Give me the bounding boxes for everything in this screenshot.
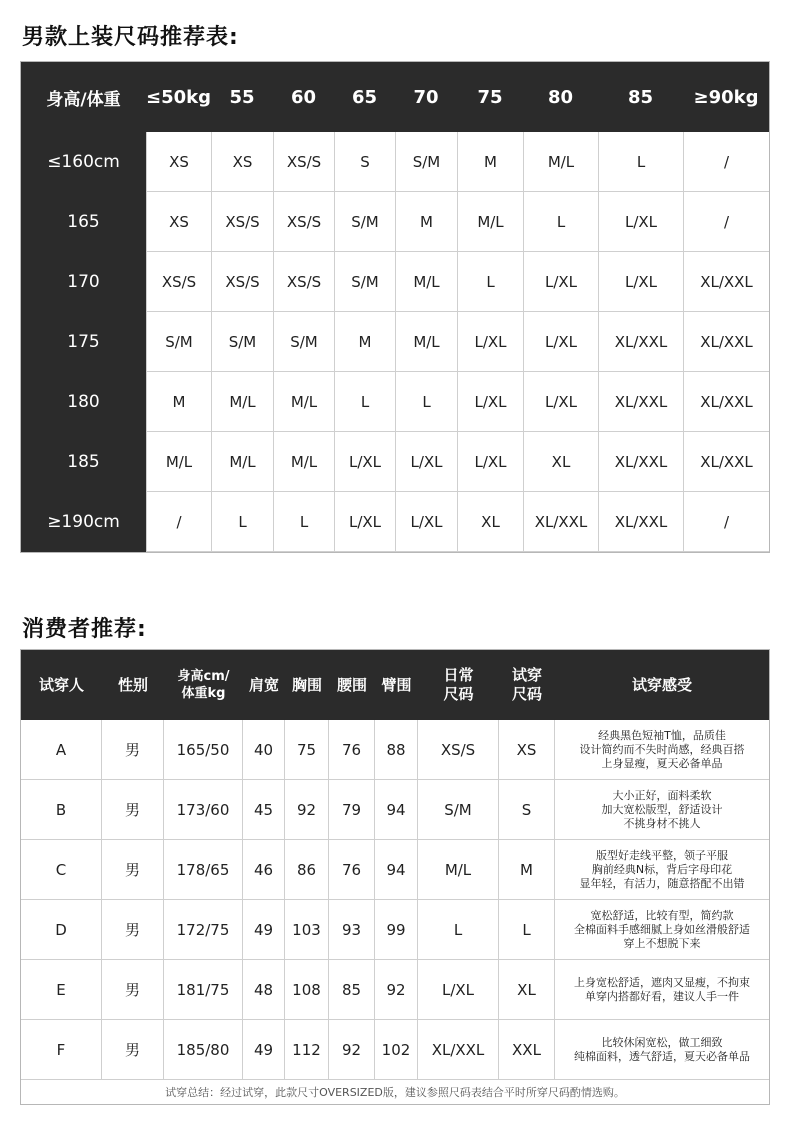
arm-cell: 99: [375, 900, 418, 960]
gender-cell: 男: [102, 960, 164, 1020]
daily-size-cell: M/L: [418, 840, 499, 900]
chest-cell: 112: [285, 1020, 329, 1080]
header-line: 试穿人: [38, 675, 84, 694]
waist-cell: 93: [329, 900, 375, 960]
tried-size-cell: S: [499, 780, 555, 840]
size-chart-height-label: 170: [21, 252, 146, 312]
size-chart-size-cell: XS/S: [211, 192, 273, 252]
feedback-line: 宽松舒适，比较有型，简约款: [590, 908, 734, 922]
tester-cell: C: [21, 840, 102, 900]
gender-cell: 男: [102, 1020, 164, 1080]
feedback-line: 比较休闲宽松，做工细致: [601, 1035, 723, 1049]
feedback-line: 纯棉面料，透气舒适，夏天必备单品: [574, 1049, 750, 1063]
size-chart-size-cell: M/L: [273, 372, 334, 432]
waist-cell: 85: [329, 960, 375, 1020]
gender-cell: 男: [102, 720, 164, 780]
header-line: 臂围: [381, 675, 412, 694]
height-weight-cell: 165/50: [164, 720, 243, 780]
size-chart-title: 男款上装尺码推荐表:: [22, 25, 239, 50]
arm-cell: 102: [375, 1020, 418, 1080]
height-weight-cell: 178/65: [164, 840, 243, 900]
size-chart-size-cell: M/L: [211, 432, 273, 492]
size-chart-size-cell: L: [457, 252, 523, 312]
size-chart-size-cell: L: [211, 492, 273, 552]
size-chart-size-cell: XS: [146, 192, 211, 252]
size-chart-size-cell: S/M: [334, 192, 395, 252]
size-chart-size-cell: XL: [457, 492, 523, 552]
feedback-line: 穿上不想脱下来: [623, 936, 701, 950]
recommendation-row: [21, 1020, 769, 1080]
size-chart-size-cell: M: [395, 192, 457, 252]
size-chart-weight-header: 80: [547, 86, 574, 108]
size-chart-size-cell: XL/XXL: [683, 252, 769, 312]
size-chart-row: [21, 492, 769, 552]
size-chart-size-cell: L/XL: [334, 432, 395, 492]
size-chart-row: [21, 432, 769, 492]
feedback-cell: [555, 840, 769, 900]
size-chart-row: [21, 252, 769, 312]
feedback-line: 全棉面料手感细腻上身如丝滑般舒适: [574, 922, 750, 936]
size-chart-size-cell: L/XL: [457, 432, 523, 492]
recommendations-column-header: [418, 650, 499, 720]
shoulder-cell: 40: [243, 720, 285, 780]
feedback-cell: [555, 960, 769, 1020]
header-line: 肩宽: [248, 675, 279, 694]
gender-cell: 男: [102, 840, 164, 900]
size-chart-weight-header: 85: [627, 86, 654, 108]
size-chart-row: [21, 132, 769, 192]
chest-cell: 103: [285, 900, 329, 960]
size-chart-weight-header: ≥90kg: [693, 86, 759, 108]
waist-cell: 76: [329, 840, 375, 900]
daily-size-cell: XS/S: [418, 720, 499, 780]
arm-cell: 88: [375, 720, 418, 780]
recommendations-column-header: [375, 650, 418, 720]
consumer-recommendations-table: [20, 649, 770, 1105]
size-chart-height-label: ≥190cm: [21, 492, 146, 552]
tester-cell: A: [21, 720, 102, 780]
feedback-line: 大小正好，面料柔软: [612, 788, 712, 802]
size-chart-size-cell: /: [683, 192, 769, 252]
feedback-line: 加大宽松版型，舒适设计: [601, 802, 723, 816]
recommendations-column-header: [329, 650, 375, 720]
feedback-line: 经典黑色短袖T恤，品质佳: [598, 728, 726, 742]
size-chart-size-cell: XL/XXL: [598, 492, 683, 552]
size-chart-size-cell: L/XL: [395, 492, 457, 552]
size-chart-size-cell: S/M: [273, 312, 334, 372]
recommendations-title: 消费者推荐:: [22, 617, 147, 642]
recommendations-column-header: [102, 650, 164, 720]
height-weight-cell: 185/80: [164, 1020, 243, 1080]
chest-cell: 86: [285, 840, 329, 900]
size-chart-corner-label: 身高/体重: [46, 89, 121, 110]
feedback-cell: [555, 1020, 769, 1080]
size-chart-size-cell: L: [334, 372, 395, 432]
chest-cell: 75: [285, 720, 329, 780]
size-chart-size-cell: L: [523, 192, 598, 252]
height-weight-cell: 181/75: [164, 960, 243, 1020]
arm-cell: 94: [375, 780, 418, 840]
header-line: 日常: [443, 666, 474, 684]
size-chart-size-cell: XS/S: [273, 132, 334, 192]
recommendations-header-row: [21, 650, 769, 720]
size-chart-size-cell: XL/XXL: [683, 312, 769, 372]
chest-cell: 92: [285, 780, 329, 840]
recommendations-column-header: [243, 650, 285, 720]
tester-cell: B: [21, 780, 102, 840]
size-chart-size-cell: M/L: [273, 432, 334, 492]
feedback-line: 单穿内搭都好看，建议人手一件: [585, 989, 739, 1003]
tester-cell: F: [21, 1020, 102, 1080]
feedback-line: 不挑身材不挑人: [623, 816, 701, 830]
size-chart-size-cell: M: [457, 132, 523, 192]
header-line: 胸围: [291, 675, 322, 694]
feedback-cell: [555, 720, 769, 780]
size-chart-size-cell: XL/XXL: [683, 432, 769, 492]
recommendations-column-header: [164, 650, 243, 720]
arm-cell: 94: [375, 840, 418, 900]
size-chart-size-cell: XL/XXL: [598, 312, 683, 372]
gender-cell: 男: [102, 780, 164, 840]
height-weight-cell: 173/60: [164, 780, 243, 840]
gender-cell: 男: [102, 900, 164, 960]
size-chart-size-cell: S/M: [334, 252, 395, 312]
size-chart-size-cell: XS/S: [146, 252, 211, 312]
shoulder-cell: 46: [243, 840, 285, 900]
size-chart-height-label: 165: [21, 192, 146, 252]
size-chart-weight-header: 60: [290, 86, 317, 108]
feedback-line: 版型好走线平整，领子平服: [596, 848, 728, 862]
daily-size-cell: L: [418, 900, 499, 960]
header-line: 腰围: [336, 675, 367, 694]
size-chart-size-cell: XL/XXL: [683, 372, 769, 432]
size-chart-header-row: [21, 62, 769, 132]
size-chart-size-cell: M: [334, 312, 395, 372]
size-chart-height-label: ≤160cm: [21, 132, 146, 192]
size-chart-size-cell: S/M: [395, 132, 457, 192]
size-chart-size-cell: S/M: [146, 312, 211, 372]
size-chart-size-cell: L/XL: [395, 432, 457, 492]
size-chart-size-cell: M/L: [395, 312, 457, 372]
size-chart-size-cell: M/L: [457, 192, 523, 252]
size-chart-table: [20, 61, 770, 553]
tried-size-cell: M: [499, 840, 555, 900]
header-line: 试穿感受: [631, 675, 692, 694]
waist-cell: 79: [329, 780, 375, 840]
size-chart-weight-header: 70: [413, 86, 439, 108]
size-chart-size-cell: /: [146, 492, 211, 552]
shoulder-cell: 48: [243, 960, 285, 1020]
size-chart-size-cell: XL/XXL: [598, 372, 683, 432]
size-chart-size-cell: XS: [211, 132, 273, 192]
feedback-line: 显年轻，有活力，随意搭配不出错: [579, 876, 745, 890]
recommendation-row: [21, 840, 769, 900]
size-chart-row: [21, 192, 769, 252]
size-chart-size-cell: S: [334, 132, 395, 192]
feedback-line: 上身宽松舒适，遮肉又显瘦，不拘束: [574, 975, 750, 989]
tried-size-cell: XL: [499, 960, 555, 1020]
header-line: 性别: [117, 675, 148, 694]
waist-cell: 76: [329, 720, 375, 780]
daily-size-cell: S/M: [418, 780, 499, 840]
size-chart-size-cell: S/M: [211, 312, 273, 372]
size-chart-height-label: 180: [21, 372, 146, 432]
size-chart-size-cell: XS/S: [273, 252, 334, 312]
height-weight-cell: 172/75: [164, 900, 243, 960]
recommendation-row: [21, 720, 769, 780]
size-chart-weight-header: 65: [351, 86, 378, 108]
size-chart-size-cell: XS/S: [273, 192, 334, 252]
size-chart-size-cell: L/XL: [457, 312, 523, 372]
recommendations-column-header: [499, 650, 555, 720]
arm-cell: 92: [375, 960, 418, 1020]
header-line: 体重kg: [181, 686, 226, 701]
size-chart-size-cell: M/L: [211, 372, 273, 432]
feedback-cell: [555, 780, 769, 840]
size-chart-size-cell: M/L: [523, 132, 598, 192]
size-chart-size-cell: /: [683, 132, 769, 192]
size-chart-height-label: 175: [21, 312, 146, 372]
tried-size-cell: L: [499, 900, 555, 960]
size-chart-size-cell: L: [598, 132, 683, 192]
recommendations-column-header: [21, 650, 102, 720]
size-chart-height-label: 185: [21, 432, 146, 492]
size-chart-size-cell: L: [395, 372, 457, 432]
size-chart-size-cell: XL: [523, 432, 598, 492]
recommendation-row: [21, 960, 769, 1020]
size-chart-size-cell: XS/S: [211, 252, 273, 312]
shoulder-cell: 49: [243, 1020, 285, 1080]
size-chart-weight-header: 75: [477, 86, 503, 108]
size-chart-size-cell: L/XL: [523, 252, 598, 312]
header-line: 尺码: [511, 685, 542, 703]
tried-size-cell: XS: [499, 720, 555, 780]
shoulder-cell: 45: [243, 780, 285, 840]
size-chart-weight-header: 55: [229, 86, 255, 108]
header-line: 试穿: [511, 666, 542, 684]
recommendations-column-header: [555, 650, 769, 720]
size-chart-size-cell: M/L: [146, 432, 211, 492]
feedback-line: 设计简约而不失时尚感，经典百搭: [579, 742, 745, 756]
chest-cell: 108: [285, 960, 329, 1020]
tester-cell: D: [21, 900, 102, 960]
size-chart-size-cell: XL/XXL: [523, 492, 598, 552]
feedback-line: 胸前经典N标，背后字母印花: [591, 862, 733, 876]
size-chart-size-cell: XL/XXL: [598, 432, 683, 492]
shoulder-cell: 49: [243, 900, 285, 960]
size-chart-size-cell: L: [273, 492, 334, 552]
size-chart-size-cell: L/XL: [334, 492, 395, 552]
fitting-summary: 试穿总结：经过试穿，此款尺寸OVERSIZED版，建议参照尺码表结合平时所穿尺码酌情选购。: [165, 1086, 625, 1099]
daily-size-cell: L/XL: [418, 960, 499, 1020]
header-line: 尺码: [443, 685, 474, 703]
size-chart-size-cell: XS: [146, 132, 211, 192]
size-chart-row: [21, 312, 769, 372]
size-chart-size-cell: L/XL: [523, 372, 598, 432]
recommendations-column-header: [285, 650, 329, 720]
size-chart-size-cell: L/XL: [598, 252, 683, 312]
recommendation-row: [21, 900, 769, 960]
daily-size-cell: XL/XXL: [418, 1020, 499, 1080]
recommendation-row: [21, 780, 769, 840]
feedback-cell: [555, 900, 769, 960]
feedback-line: 上身显瘦，夏天必备单品: [601, 756, 723, 770]
tried-size-cell: XXL: [499, 1020, 555, 1080]
header-line: 身高cm/: [177, 669, 230, 684]
size-chart-size-cell: L/XL: [457, 372, 523, 432]
size-chart-size-cell: M/L: [395, 252, 457, 312]
size-chart-weight-header: ≤50kg: [146, 86, 211, 108]
size-chart-size-cell: /: [683, 492, 769, 552]
size-chart-size-cell: L/XL: [598, 192, 683, 252]
waist-cell: 92: [329, 1020, 375, 1080]
size-chart-size-cell: L/XL: [523, 312, 598, 372]
size-chart-row: [21, 372, 769, 432]
tester-cell: E: [21, 960, 102, 1020]
size-chart-size-cell: M: [146, 372, 211, 432]
